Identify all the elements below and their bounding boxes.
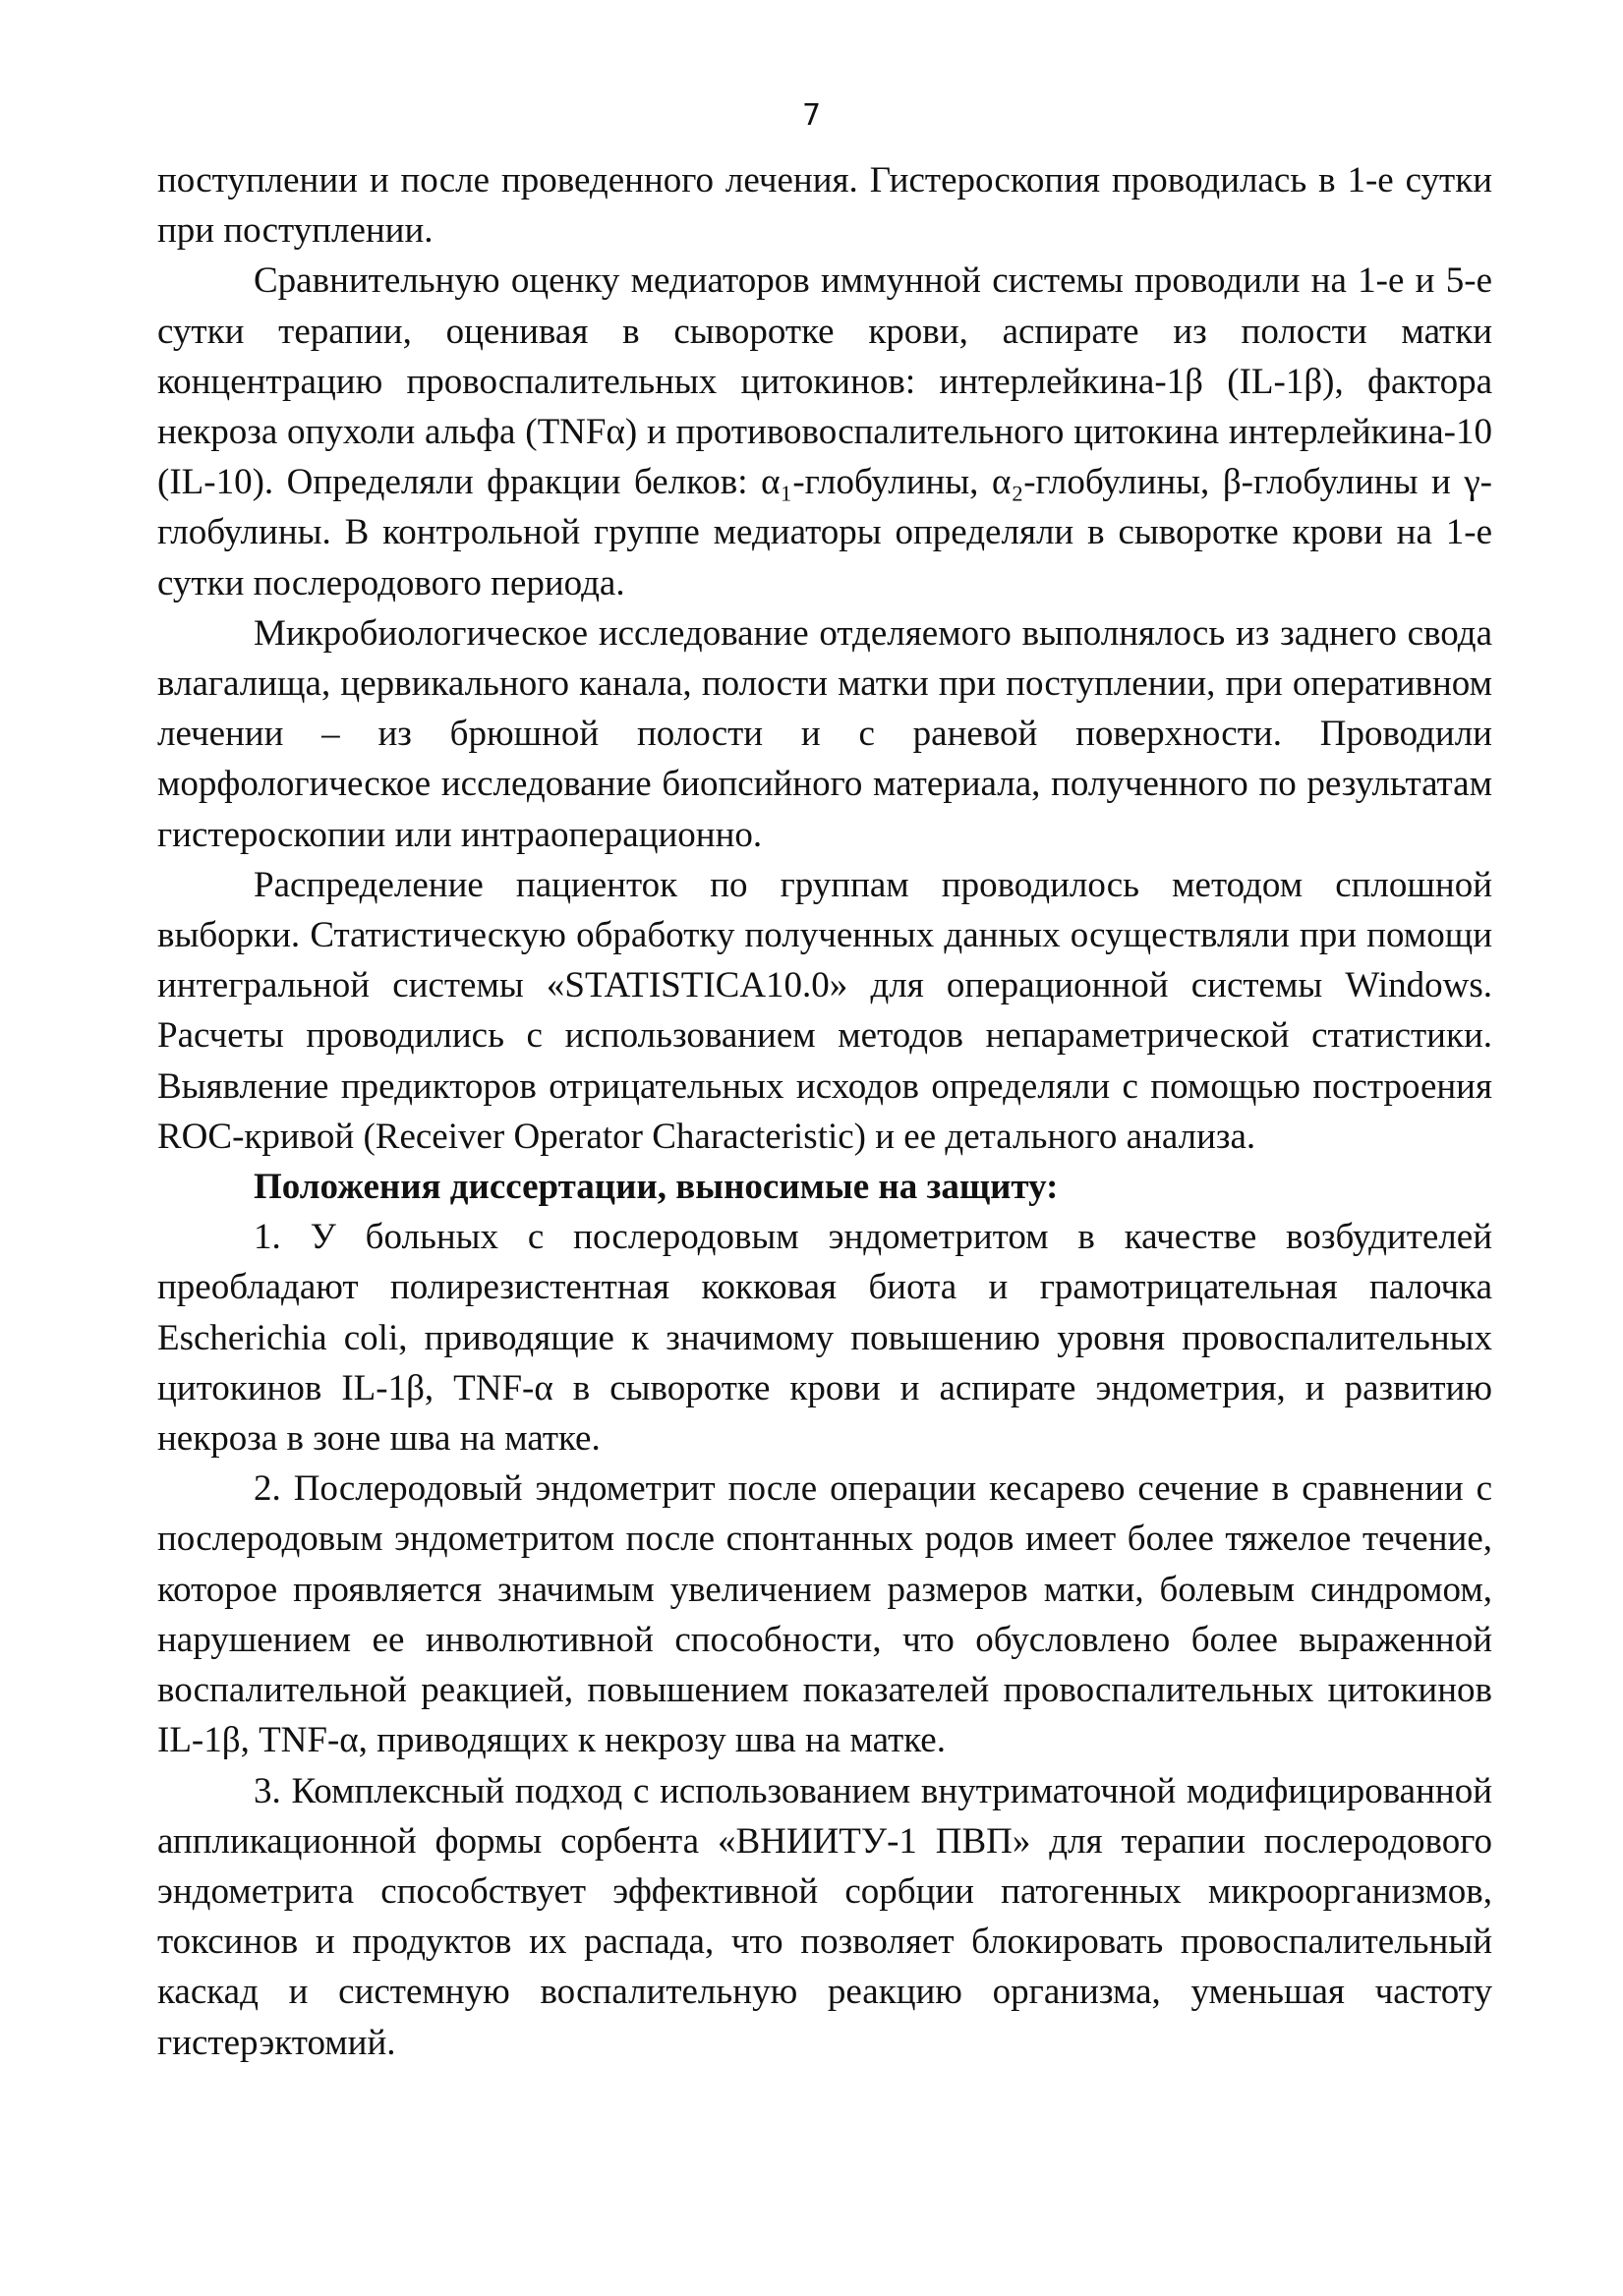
body-text [157, 155, 1492, 2068]
thesis-item: 1. У больных с послеродовым эндометритом в качестве возбудителей преобладают полирезистентная кокковая биота и грамотрицательная палочка Escherichia coli, приводящие к значимому повышению уровня провоспалительных цитокинов IL-1β, TNF-α в сыворотке крови и аспирате эндометрия, и развитию некроза в зоне шва на матке. [157, 1217, 1492, 1460]
page-number: 7 [801, 98, 822, 133]
thesis-item: 3. Комплексный подход с использованием внутриматочной модифицированной аппликационной формы сорбента «ВНИИТУ-1 ПВП» для терапии послеродового эндометрита способствует эффективной сорбции патогенных микроорганизмов, токсинов и продуктов их распада, что позволяет блокировать провоспалительный каскад и системную воспалительную реакцию организма, уменьшая частоту гистерэктомий. [157, 1770, 1492, 2063]
paragraph-immune-mediators: Сравнительную оценку медиаторов иммунной системы проводили на 1-е и 5-е сутки терапии, оценивая в сыворотке крови, аспирате из полости матки концентрацию провоспалительных цитокинов: интерлейкина-1β (IL-1β), фактора некроза опухоли альфа (TNFα) и противовоспалительного цитокина интерлейкина-10 (IL-10). Определяли фракции белков: α₁-глобулины, α₂-глобулины, β-глобулины и γ-глобулины. В контрольной группе медиаторы определяли в сыворотке крови на 1-е сутки послеродового периода. [157, 260, 1492, 603]
paragraph-microbiology: Микробиологическое исследование отделяемого выполнялось из заднего свода влагалища, цервикального канала, полости матки при поступлении, при оперативном лечении – из брюшной полости и с раневой поверхности. Проводили морфологическое исследование биопсийного материала, полученного по результатам гистероскопии или интраоперационно. [157, 612, 1492, 855]
thesis-item: 2. Послеродовый эндометрит после операции кесарево сечение в сравнении с послеродовым эндометритом после спонтанных родов имеет более тяжелое течение, которое проявляется значимым увеличением размеров матки, болевым синдромом, нарушением ее инволютивной способности, что обусловлено более выраженной воспалительной реакцией, повышением показателей провоспалительных цитокинов IL-1β, TNF-α, приводящих к некрозу шва на матке. [157, 1468, 1492, 1761]
paragraph-statistics: Распределение пациенток по группам проводилось методом сплошной выборки. Статистическую обработку полученных данных осуществляли при помощи интегральной системы «STATISTICA10.0» для операционной системы Windows. Расчеты проводились с использованием методов непараметрической статистики. Выявление предикторов отрицательных исходов определяли с помощью построения ROC-кривой (Receiver Operator Characteristic) и ее детального анализа. [157, 864, 1492, 1157]
paragraph-continuation: поступлении и после проведенного лечения. Гистероскопия проводилась в 1-е сутки при поступлении. [157, 160, 1492, 252]
section-heading: Положения диссертации, выносимые на защиту: [254, 1167, 1059, 1208]
